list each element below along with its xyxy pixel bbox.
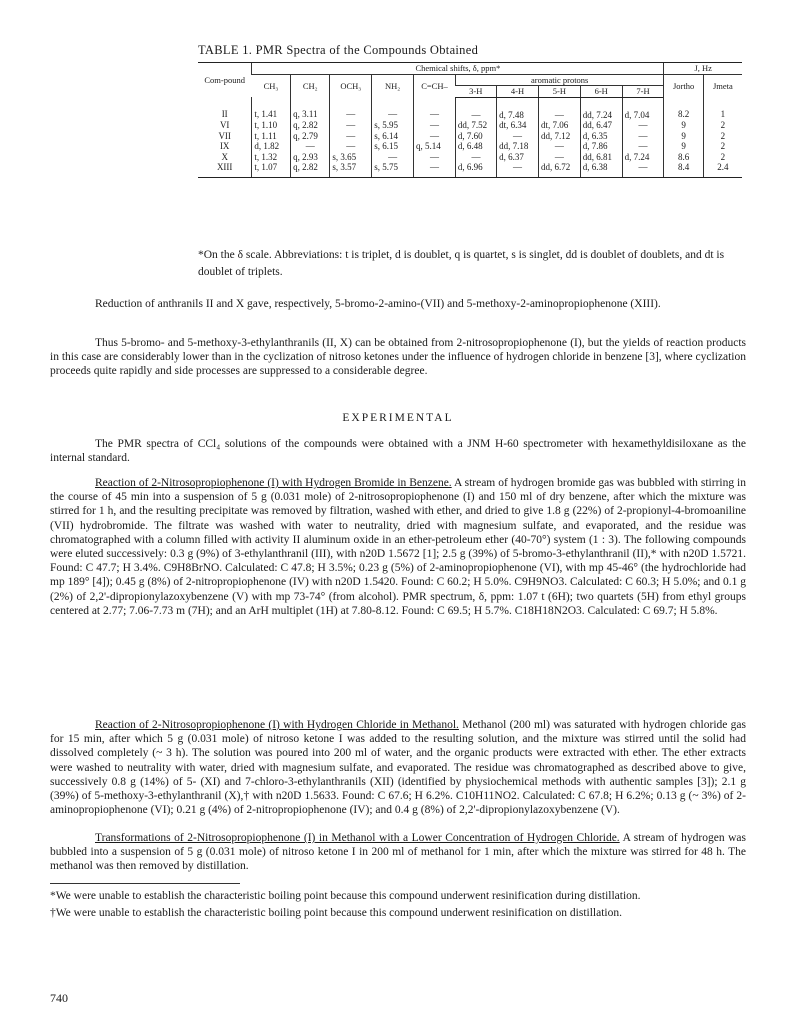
col-cch: C=CH– bbox=[414, 74, 456, 97]
col-j: J, Hz bbox=[664, 63, 742, 75]
footnote: *We were unable to establish the characteristic boiling point because this compound underwent resinification during distillation. bbox=[50, 890, 641, 902]
col-3h: 3-H bbox=[455, 86, 496, 98]
section-title: Transformations of 2-Nitrosopropiophenone (I) in Methanol with a Lower Concentration of Hydrogen Chloride. bbox=[95, 832, 620, 844]
footnote-divider bbox=[50, 883, 240, 884]
page-number: 740 bbox=[50, 991, 68, 1005]
col-ch3: CH₃ bbox=[263, 80, 279, 91]
table-caption: TABLE 1. PMR Spectra of the Compounds Obtained bbox=[198, 43, 479, 57]
col-5h: 5-H bbox=[538, 86, 580, 98]
col-aromatic: aromatic protons bbox=[455, 74, 664, 86]
section-text: Methanol (200 ml) was saturated with hydrogen chloride gas for 15 min, after which 5 g (0.031 mole) of nitroso ketone I was added to the resulting solution, and the mixture was stirred until the solid had dissolved completely (~ 3 h). The solution was poured into 200 ml of water, and the organic products were extracted with ether. The ether extracts were washed to neutrality with water, dried with magnesium sulfate, and evaporated. The residue was chromatographed as described above to give, successively 0.8 g (14%) of 5- (XI) and 7-chloro-3-ethylanthranils (XII) (identified by physiochemical methods with authentic samples [3]); 2.1 g (39%) of 5-methoxy-3-ethylanthranil (X),† with n20D 1.5633. Found: C 67.6; H 6.2%. C10H11NO2. Calculated: C 67.8; H 6.2%; 0.13 g (~ 3%) of 2-aminopropiophenone (VI); 0.21 g (4%) of 2-nitropropiophenone (IV); and 0.4 g (8%) of 2,2'-dipropionylazoxybenzene (V). bbox=[50, 719, 746, 817]
section-hbr bbox=[50, 476, 746, 618]
table-row: X t, 1.32 q, 2.93 s, 3.65 — — — d, 6.37 — dd, 6.81 d, 7.24 8.6 2 bbox=[198, 152, 742, 163]
section-text: A stream of hydrogen bromide gas was bubbled with stirring in the course of 45 min into a suspension of 5 g (0.031 mole) of 2-nitrosopropiophenone (I) and 150 ml of dry benzene, after which the mixture was stirred for 1 h, and the resulting precipitate was removed by filtration, washed with ether, and dried to give 1.8 g (22%) of 2-propionyl-4-bromoaniline (VII) hydrobromide. The filtrate was washed with water to neutrality, dried with magnesium sulfate, and evaporated, and the residue was chromatographed with a column filled with activity II aluminum oxide in an ether-petroleum ether (40-70°) system (1 : 3). The following compounds were eluted successively: 0.3 g (9%) of 3-ethylanthranil (III), with n20D 1.5672 [1]; 2.5 g (39%) of 5-bromo-3-ethylanthranil (II),* with n20D 1.5721. Found: C 47.7; H 3.4%. C9H8BrNO. Calculated: C 47.8; H 3.5%; 0.23 g (5%) of 2-aminopropiophenone (VI), with mp 45-46° (the hydrochloride had mp 189° [4]); 0.45 g (8%) of 2-nitropropiophenone (IV) with n20D 1.5420. Found: C 60.2; H 5.0%. C9H9NO3. Calculated: C 60.3; H 5.0%; and 0.1 g (2%) of 2,2'-dipropionylazoxybenzene (V) with mp 73-74° (from alcohol). PMR spectrum, δ, ppm: 1.07 t (6H); two quartets (5H) from ethyl groups centered at 2.77; 7.06-7.73 m (7H); and an ArH multiplet (1H) at 7.80-8.12. Found: C 69.5; H 5.7%. C18H18N2O3. Calculated: C 69.7; H 5.8%. bbox=[50, 477, 746, 617]
table-row: XIII t, 1.07 q, 2.82 s, 3.57 s, 5.75 — d, 6.96 — dd, 6.72 d, 6.38 — 8.4 2.4 bbox=[198, 162, 742, 177]
col-ch2: CH₂ bbox=[291, 74, 330, 97]
table-row: IX d, 1.82 — — s, 6.15 q, 5.14 d, 6.48 dd, 7.18 — d, 7.86 — 9 2 bbox=[198, 141, 742, 152]
col-nh2: NH₂ bbox=[372, 74, 414, 97]
table-footnote: *On the δ scale. Abbreviations: t is triplet, d is doublet, q is quartet, s is singlet, dd is doublet of doublets, and dt is doublet of triplets. bbox=[198, 249, 725, 278]
table-row: VI t, 1.10 q, 2.82 — s, 5.95 — dd, 7.52 dt, 6.34 dt, 7.06 dd, 6.47 — 9 2 bbox=[198, 120, 742, 131]
section-hcl bbox=[50, 718, 746, 817]
col-jmeta: Jmeta bbox=[703, 74, 742, 97]
paragraph-3: The PMR spectra of CCl₄ solutions of the compounds were obtained with a JNM H-60 spectrometer with hexamethyldisiloxane as the internal standard. bbox=[50, 438, 746, 465]
col-shifts: Chemical shifts, δ, ppm* bbox=[252, 63, 664, 75]
col-och3: OCH₃ bbox=[330, 74, 372, 97]
section-transformations bbox=[50, 831, 746, 874]
section-title: Reaction of 2-Nitrosopropiophenone (I) with Hydrogen Bromide in Benzene. bbox=[95, 477, 452, 489]
footnote: †We were unable to establish the characteristic boiling point because this compound underwent resinification on distillation. bbox=[50, 906, 623, 919]
paragraph-2: Thus 5-bromo- and 5-methoxy-3-ethylanthranils (II, X) can be obtained from 2-nitrosopropiophenone (I), but the yields of reaction products in this case are considerably lower than in the cyclization of nitroso ketones under the influence of hydrogen chloride in benzene [3], where cyclization proceeds quite rapidly and side processes are suppressed to a considerable degree. bbox=[50, 337, 746, 378]
pmr-table bbox=[198, 62, 742, 178]
paragraph-1: Reduction of anthranils II and X gave, respectively, 5-bromo-2-amino-(VII) and 5-methoxy-2-aminopropiophenone (XIII). bbox=[95, 298, 661, 310]
section-title: Reaction of 2-Nitrosopropiophenone (I) with Hydrogen Chloride in Methanol. bbox=[95, 719, 459, 731]
table-row: II t, 1.41 q, 3.11 — — — — d, 7.48 — dd, 7.24 d, 7.04 8.2 1 bbox=[198, 97, 742, 120]
footnotes bbox=[50, 889, 746, 922]
table-row: VII t, 1.11 q, 2.79 — s, 6.14 — d, 7.60 — dd, 7.12 d, 6.35 — 9 2 bbox=[198, 131, 742, 142]
col-6h: 6-H bbox=[580, 86, 622, 98]
col-7h: 7-H bbox=[622, 86, 664, 98]
col-jortho: Jortho bbox=[664, 74, 703, 97]
col-compound: Com-pound bbox=[198, 63, 252, 98]
col-4h: 4-H bbox=[497, 86, 539, 98]
section-text: A stream of hydrogen was bubbled into a suspension of 5 g (0.031 mole) of nitroso ketone I in 200 ml of methanol for 1 min, after which the mixture was stirred for 48 h. The methanol was then removed by distillation. bbox=[50, 832, 746, 873]
section-heading: EXPERIMENTAL bbox=[342, 412, 454, 424]
